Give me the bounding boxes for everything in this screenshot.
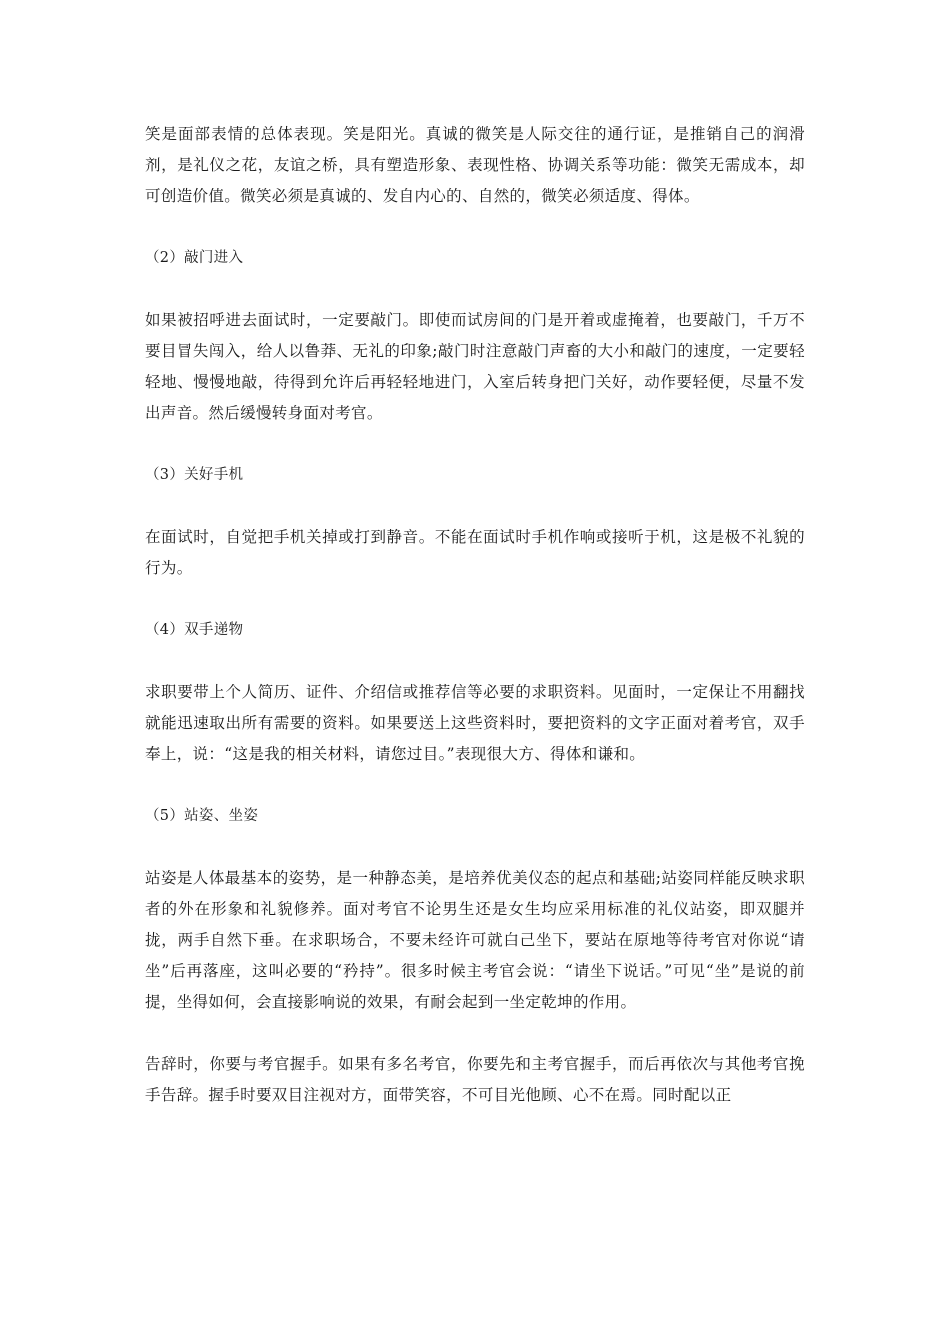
- paragraph-knock-door: 如果被招呼进去面试时，一定要敲门。即使而试房间的门是开着或虚掩着，也要敲门，千万不要目冒失闯入，给人以鲁莽、无礼的印象;敲门时注意敲门声畜的大小和敲门的速度，一定要轻轻地、慢慢地敲，待得到允许后再轻轻地进门，入室后转身把门关好，动作要轻便，尽量不发出声音。然后缓慢转身面对考官。: [145, 311, 805, 422]
- document-page: [145, 119, 805, 1111]
- paragraph-farewell: 告辞时，你要与考官握手。如果有多名考官，你要先和主考官握手，而后再依次与其他考官挽手告辞。握手时要双目注视对方，面带笑容，不可目光他顾、心不在焉。同时配以正: [145, 1055, 805, 1104]
- paragraph-smile: 笑是面部表情的总体表现。笑是阳光。真诚的微笑是人际交往的通行证，是推销自己的润滑剂，是礼仪之花，友谊之桥，具有塑造形象、表现性格、协调关系等功能：微笑无需成本，却可创造价值。微笑必须是真诚的、发自内心的、自然的，微笑必须适度、得体。: [145, 125, 805, 205]
- heading-posture: （5）站姿、坐姿: [145, 808, 259, 824]
- paragraph-posture: 站姿是人体最基本的姿势，是一种静态美，是培养优美仪态的起点和基础;站姿同样能反映求职者的外在形象和礼貌修养。面对考官不论男生还是女生均应采用标准的礼仪站姿，即双腿并拢，两手自然下垂。在求职场合，不要未经许可就白己坐下，要站在原地等待考官对你说“请坐”后再落座，这叫必要的“矜持”。很多时候主考官会说：“请坐下说话。”可见“坐”是说的前提，坐得如何，会直接影响说的效果，有耐会起到一坐定乾坤的作用。: [145, 869, 805, 1011]
- heading-phone-off: （3）关好手机: [145, 467, 244, 483]
- paragraph-phone-off: 在面试时，自觉把手机关掉或打到静音。不能在面试时手机作响或接听于机，这是极不礼貌的行为。: [145, 528, 805, 577]
- heading-knock-door: （2）敲门进入: [145, 250, 244, 266]
- paragraph-hand-over: 求职要带上个人简历、证件、介绍信或推荐信等必要的求职资料。见面时，一定保让不用翻找就能迅速取出所有需要的资料。如果要送上这些资料时，要把资料的文字正面对着考官，双手奉上，说：“这是我的相关材料，请您过目。”表现很大方、得体和谦和。: [145, 683, 805, 763]
- heading-hand-over: （4）双手递物: [145, 622, 244, 638]
